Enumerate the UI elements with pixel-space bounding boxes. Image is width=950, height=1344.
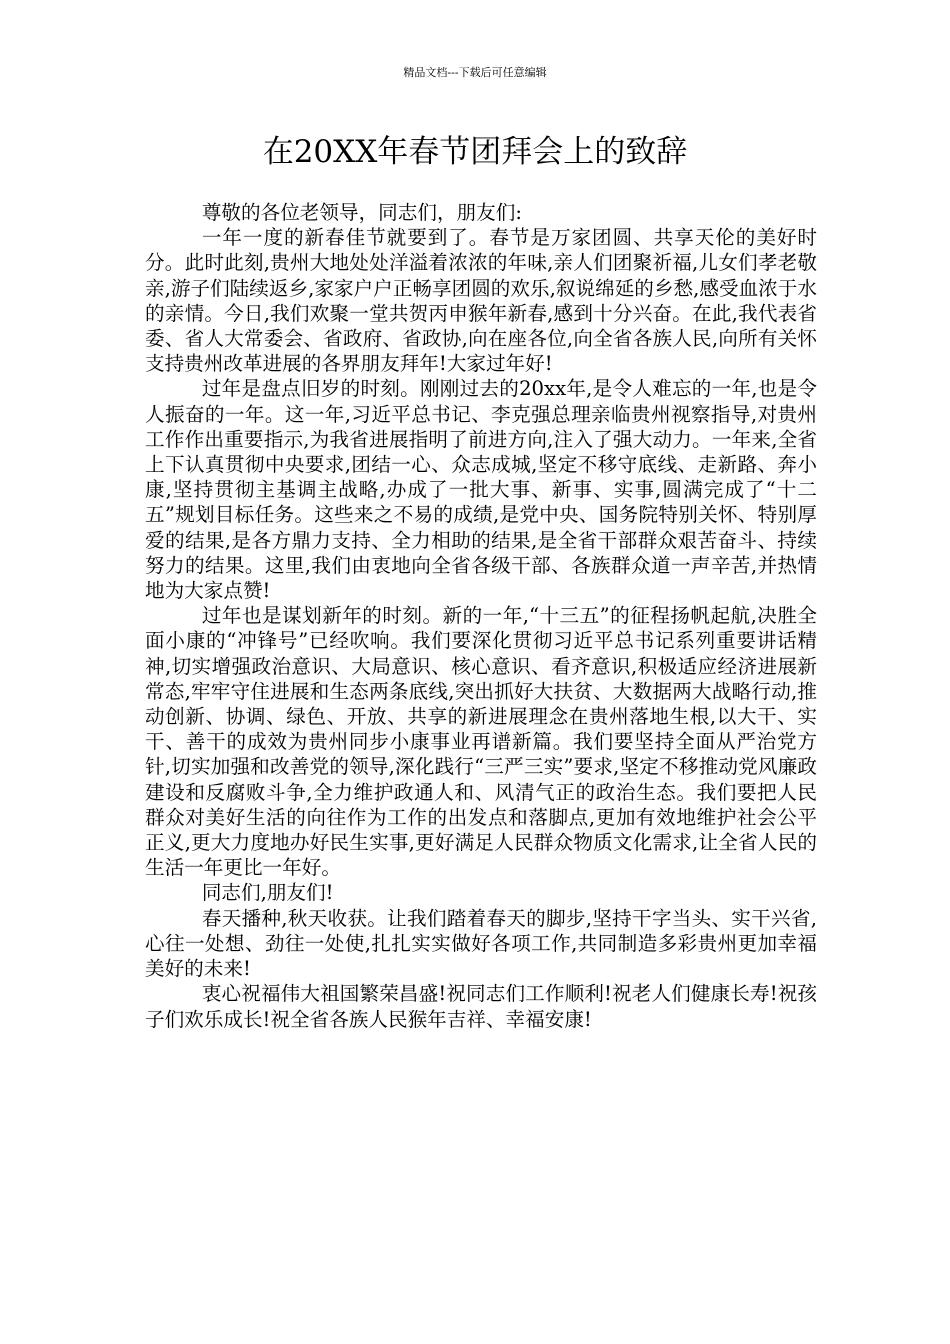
page-header: 精品文档---下载后可任意编辑 (403, 66, 547, 79)
document-title: 在20XX年春节团拜会上的致辞 (262, 134, 688, 170)
body-paragraph: 一年一度的新春佳节就要到了。春节是万家团圆、共享天伦的美好时分。此时此刻,贵州大地处处洋溢着浓浓的年味,亲人们团聚祈福,儿女们孝老敬亲,游子们陆续返乡,家家户户正畅享团圆的欢乐,叙说绵延的乡愁,感受血浓于水的亲情。今日,我们欢聚一堂共贺丙申猴年新春,感到十分兴奋。在此,我代表省委、省人大常委会、省政府、省政协,向在座各位,向全省各族人民,向所有关怀支持贵州改革进展的各界朋友拜年!大家过年好! (145, 226, 817, 376)
document-body (145, 200, 817, 1032)
body-paragraph: 过年也是谋划新年的时刻。新的一年,“十三五”的征程扬帆起航,决胜全面小康的“冲锋号”已经吹响。我们要深化贯彻习近平总书记系列重要讲话精神,切实增强政治意识、大局意识、核心意识、看齐意识,积极适应经济进展新常态,牢牢守住进展和生态两条底线,突出抓好大扶贫、大数据两大战略行动,推动创新、协调、绿色、开放、共享的新进展理念在贵州落地生根,以大干、实干、善干的成效为贵州同步小康事业再谱新篇。我们要坚持全面从严治党方针,切实加强和改善党的领导,深化践行“三严三实”要求,坚定不移推动党风廉政建设和反腐败斗争,全力维护政通人和、风清气正的政治生态。我们要把人民群众对美好生活的向往作为工作的出发点和落脚点,更加有效地维护社会公平正义,更大力度地办好民生实事,更好满足人民群众物质文化需求,让全省人民的生活一年更比一年好。 (145, 604, 817, 880)
closing-paragraph: 衷心祝福伟大祖国繁荣昌盛!祝同志们工作顺利!祝老人们健康长寿!祝孩子们欢乐成长!祝全省各族人民猴年吉祥、幸福安康! (145, 982, 817, 1031)
body-paragraph: 过年是盘点旧岁的时刻。刚刚过去的20xx年,是令人难忘的一年,也是令人振奋的一年。这一年,习近平总书记、李克强总理亲临贵州视察指导,对贵州工作作出重要指示,为我省进展指明了前进方向,注入了强大动力。一年来,全省上下认真贯彻中央要求,团结一心、众志成城,坚定不移守底线、走新路、奔小康,坚持贯彻主基调主战略,办成了一批大事、新事、实事,圆满完成了“十二五”规划目标任务。这些来之不易的成绩,是党中央、国务院特别关怀、特别厚爱的结果,是各方鼎力支持、全力相助的结果,是全省干部群众艰苦奋斗、持续努力的结果。这里,我们由衷地向全省各级干部、各族群众道一声辛苦,并热情地为大家点赞! (145, 377, 817, 603)
address-paragraph: 同志们,朋友们! (201, 881, 334, 905)
salutation-paragraph: 尊敬的各位老领导，同志们，朋友们: (201, 201, 522, 224)
body-paragraph: 春天播种,秋天收获。让我们踏着春天的脚步,坚持干字当头、实干兴省,心往一处想、劲往一处使,扎扎实实做好各项工作,共同制造多彩贵州更加幸福美好的未来! (145, 906, 817, 981)
